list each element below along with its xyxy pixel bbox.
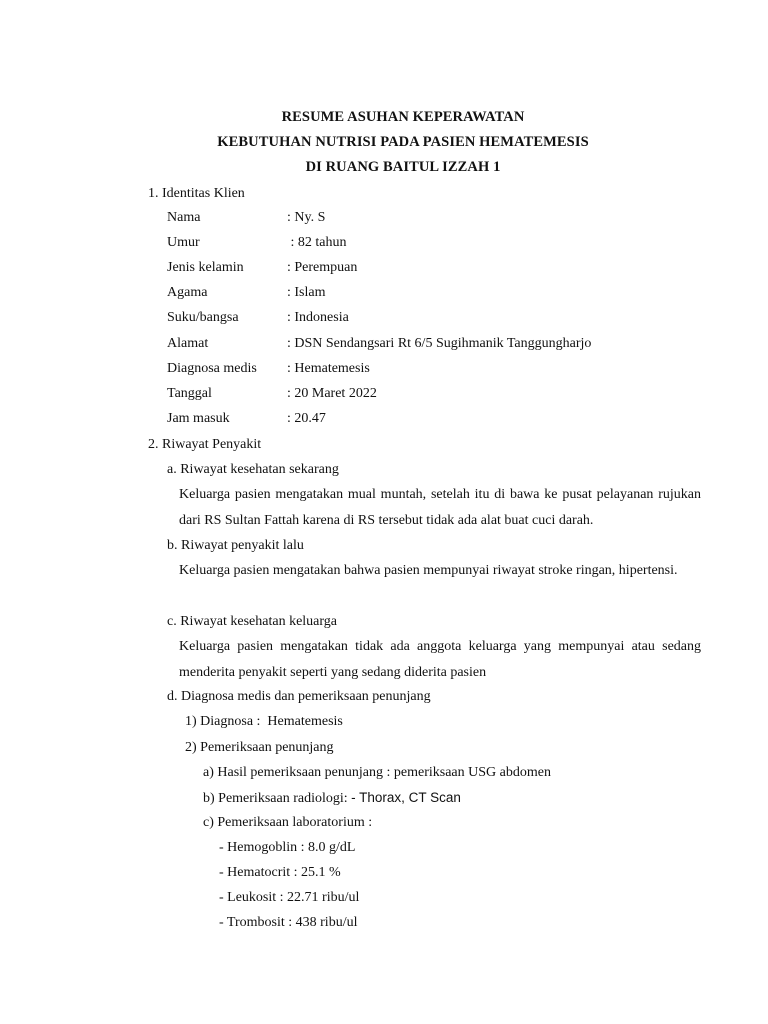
identity-row — [0, 310, 768, 328]
radiologi-label: b) Pemeriksaan radiologi: — [203, 791, 352, 806]
lab-result: - Trombosit : 438 ribu/ul — [219, 915, 358, 930]
subsection-c-heading: c. Riwayat kesehatan keluarga — [167, 614, 338, 629]
diagnosa-item: 1) Diagnosa : Hematemesis — [185, 714, 343, 729]
identity-row — [0, 235, 768, 253]
identity-row — [0, 285, 768, 303]
identity-label: Umur — [167, 235, 200, 250]
identity-value: : 20 Maret 2022 — [287, 386, 377, 401]
subsection-a-heading: a. Riwayat kesehatan sekarang — [167, 462, 339, 477]
section-riwayat-heading: 2. Riwayat Penyakit — [148, 437, 262, 452]
document-subtitle: KEBUTUHAN NUTRISI PADA PASIEN HEMATEMESIS — [217, 134, 589, 150]
identity-label: Suku/bangsa — [167, 310, 239, 325]
identity-label: Diagnosa medis — [167, 361, 257, 376]
hasil-pemeriksaan-item: a) Hasil pemeriksaan penunjang : pemeriksaan USG abdomen — [203, 765, 551, 780]
identity-value: : Perempuan — [287, 260, 358, 275]
identity-label: Jenis kelamin — [167, 260, 244, 275]
identity-row — [0, 260, 768, 278]
identity-value: : Indonesia — [287, 310, 349, 325]
identity-label: Nama — [167, 210, 201, 225]
subsection-b-heading: b. Riwayat penyakit lalu — [167, 538, 304, 553]
identity-row — [0, 361, 768, 379]
subsection-d-heading: d. Diagnosa medis dan pemeriksaan penunjang — [167, 689, 431, 704]
identity-row — [0, 411, 768, 429]
document-location: DI RUANG BAITUL IZZAH 1 — [305, 159, 501, 175]
lab-result: - Hemogoblin : 8.0 g/dL — [219, 840, 356, 855]
identity-value: : DSN Sendangsari Rt 6/5 Sugihmanik Tanggungharjo — [287, 336, 592, 351]
lab-result: - Hematocrit : 25.1 % — [219, 865, 341, 880]
identity-label: Jam masuk — [167, 411, 230, 426]
laboratorium-item: c) Pemeriksaan laboratorium : — [203, 815, 373, 830]
subsection-c-text: Keluarga pasien mengatakan tidak ada anggota keluarga yang mempunyai atau sedang menderita penyakit seperti yang sedang diderita pasien — [179, 639, 701, 680]
identity-value: : Ny. S — [287, 210, 326, 225]
identity-row — [0, 386, 768, 404]
identity-label: Tanggal — [167, 386, 212, 401]
lab-result: - Leukosit : 22.71 ribu/ul — [219, 890, 360, 905]
identity-value: : Islam — [287, 285, 326, 300]
identity-row — [0, 210, 768, 228]
identity-row — [0, 336, 768, 354]
pemeriksaan-penunjang-item: 2) Pemeriksaan penunjang — [185, 740, 334, 755]
identity-label: Alamat — [167, 336, 209, 351]
section-identitas-heading: 1. Identitas Klien — [148, 186, 245, 201]
radiologi-value: - Thorax, CT Scan — [351, 790, 461, 805]
radiologi-item — [203, 789, 461, 808]
identity-label: Agama — [167, 285, 208, 300]
document-title: RESUME ASUHAN KEPERAWATAN — [281, 109, 525, 125]
subsection-b-text: Keluarga pasien mengatakan bahwa pasien mempunyai riwayat stroke ringan, hipertensi. — [179, 563, 678, 578]
identity-value: : 82 tahun — [287, 235, 347, 250]
identity-value: : 20.47 — [287, 411, 326, 426]
identity-value: : Hematemesis — [287, 361, 370, 376]
subsection-a-text: Keluarga pasien mengatakan mual muntah, setelah itu di bawa ke pusat pelayanan rujukan dari RS Sultan Fattah karena di RS tersebut tidak ada alat buat cuci darah. — [179, 487, 701, 528]
